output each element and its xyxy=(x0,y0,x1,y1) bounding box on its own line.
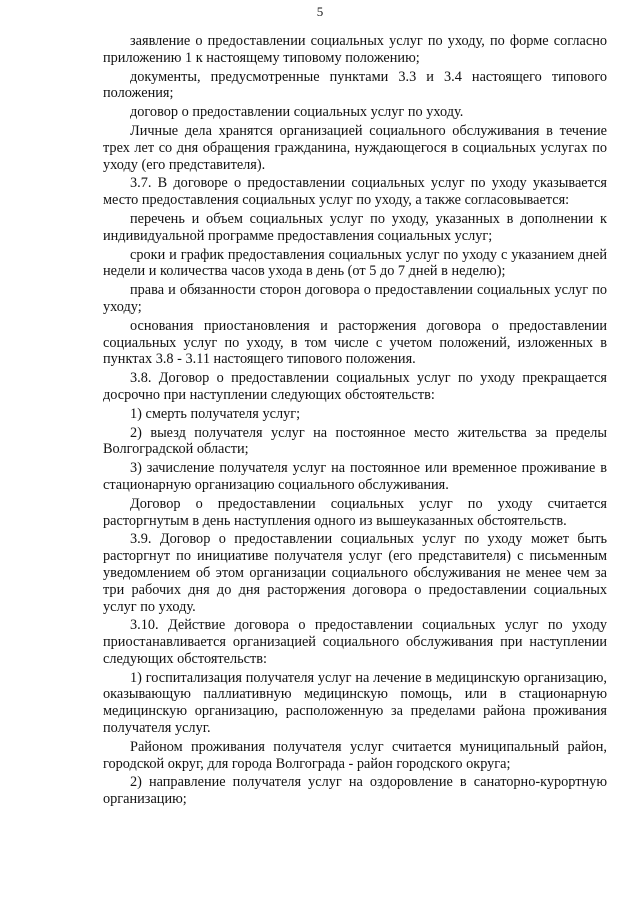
section-3-8-paragraph: 3.8. Договор о предоставлении социальных услуг по уходу прекращается досрочно при наступлении следующих обстоятельств: xyxy=(103,370,607,403)
section-3-9-paragraph: 3.9. Договор о предоставлении социальных услуг по уходу может быть расторгнут по инициативе получателя услуг (его представителя) с письменным уведомлением об этом организации социального обслуживания не менее чем за три рабочих дня до дня расторжения договора о предоставлении социальных услуг по уходу. xyxy=(103,531,607,615)
list-item: 2) направление получателя услуг на оздоровление в санаторно-курортную организацию; xyxy=(103,774,607,808)
paragraph: Районом проживания получателя услуг считается муниципальный район, городской округ, для города Волгограда - район городского округа; xyxy=(103,738,607,772)
paragraph: заявление о предоставлении социальных услуг по уходу, по форме согласно приложению 1 к настоящему типовому положению; xyxy=(103,33,607,66)
section-3-7-paragraph: 3.7. В договоре о предоставлении социальных услуг по уходу указывается место предоставления социальных услуг по уходу, а также согласовывается: xyxy=(103,175,607,209)
paragraph: основания приостановления и расторжения договора о предоставлении социальных услуг по уходу, в том числе с учетом положений, изложенных в пунктах 3.8 - 3.11 настоящего типового положения. xyxy=(103,317,607,368)
paragraph: перечень и объем социальных услуг по уходу, указанных в дополнении к индивидуальной программе предоставления социальных услуг; xyxy=(103,210,607,244)
page-number: 5 xyxy=(316,4,324,19)
document-body xyxy=(103,33,607,810)
list-item: 2) выезд получателя услуг на постоянное место жительства за пределы Волгоградской области; xyxy=(103,424,607,458)
paragraph: сроки и график предоставления социальных услуг по уходу с указанием дней недели и количества часов ухода в день (от 5 до 7 дней в неделю); xyxy=(103,246,607,280)
section-3-10-paragraph: 3.10. Действие договора о предоставлении социальных услуг по уходу приостанавливается организацией социального обслуживания при наступлении следующих обстоятельств: xyxy=(103,617,607,667)
paragraph: договор о предоставлении социальных услуг по уходу. xyxy=(130,104,464,121)
paragraph: права и обязанности сторон договора о предоставлении социальных услуг по уходу; xyxy=(103,282,607,315)
list-item: 3) зачисление получателя услуг на постоянное или временное проживание в стационарную организацию социального обслуживания. xyxy=(103,460,607,493)
paragraph: документы, предусмотренные пунктами 3.3 и 3.4 настоящего типового положения; xyxy=(103,68,607,102)
paragraph: Договор о предоставлении социальных услуг по уходу считается расторгнутым в день наступления одного из вышеуказанных обстоятельств. xyxy=(103,495,607,529)
list-item: 1) госпитализация получателя услуг на лечение в медицинскую организацию, оказывающую паллиативную медицинскую помощь, или в стационарную медицинскую организацию, расположенную за пределами района проживания получателя услуг. xyxy=(103,669,607,737)
paragraph: Личные дела хранятся организацией социального обслуживания в течение трех лет со дня обращения гражданина, нуждающегося в социальных услугах по уходу (его представителя). xyxy=(103,122,607,173)
list-item: 1) смерть получателя услуг; xyxy=(130,405,301,422)
